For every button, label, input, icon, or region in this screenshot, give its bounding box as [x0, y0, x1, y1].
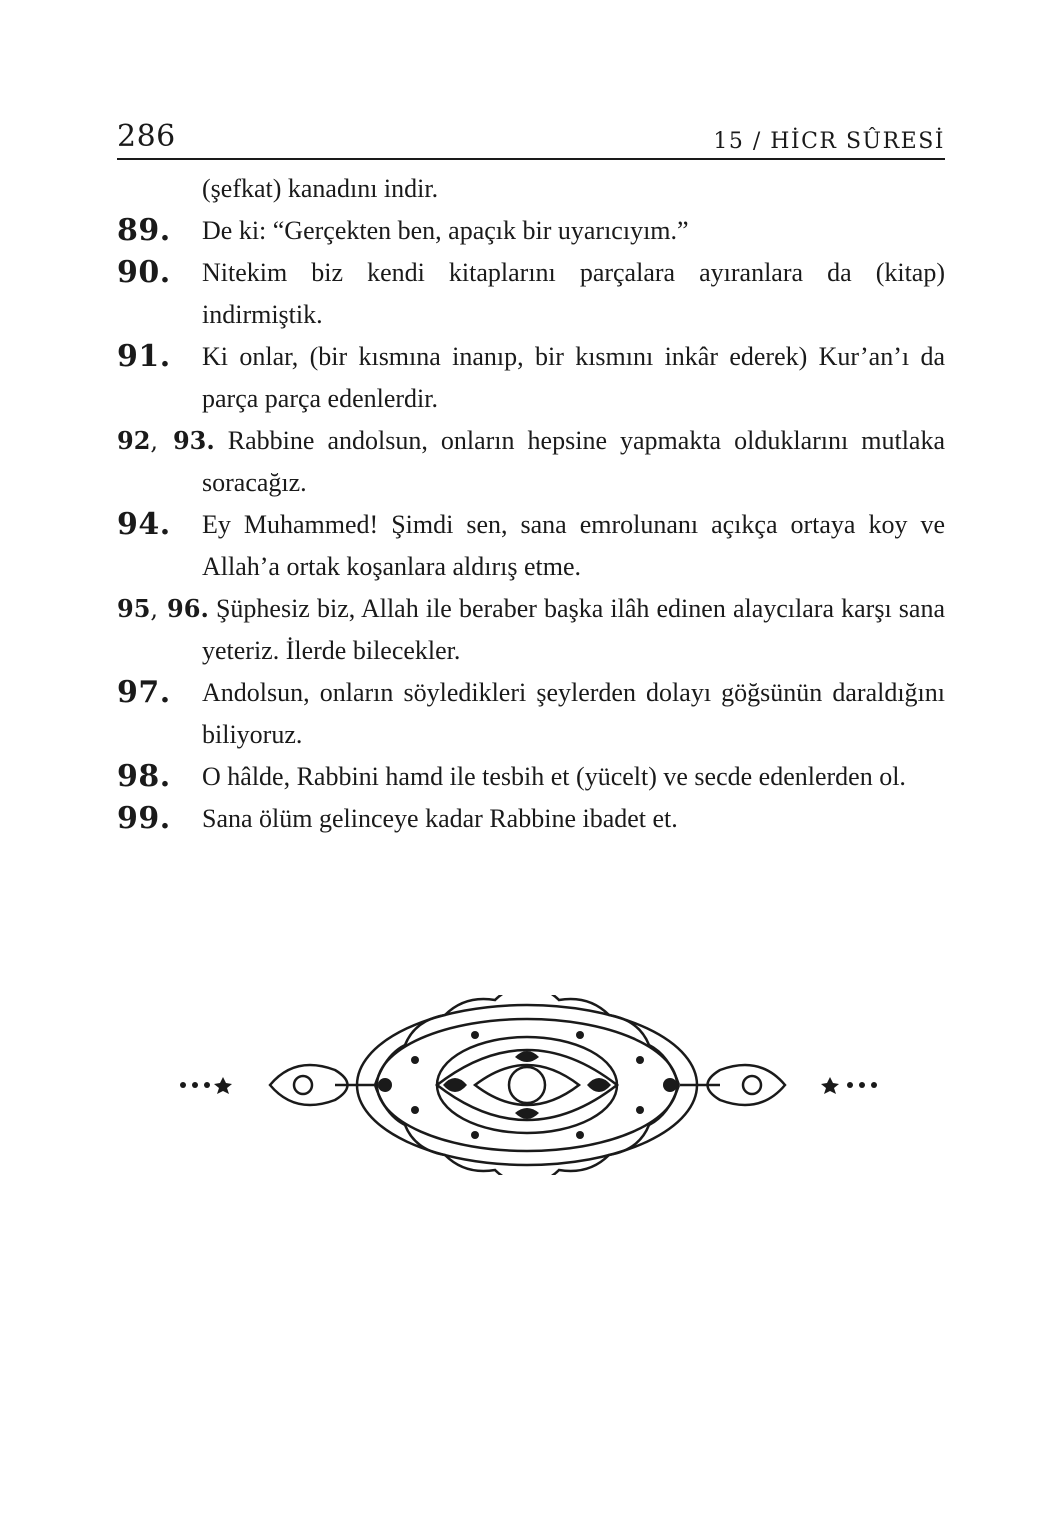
verse-94 — [117, 504, 945, 588]
verse-number-b: 96. — [167, 594, 209, 623]
verse-text: Rabbine andolsun, onların hepsine yapmakta olduklarını mutlaka soracağız. — [202, 426, 946, 497]
verse-number: 94. — [117, 507, 171, 542]
verse-number — [117, 426, 215, 455]
verse-text: Ey Muhammed! Şimdi sen, sana emrolunanı açıkça ortaya koy ve Allah’a ortak koşanlara aldırış etme. — [202, 510, 945, 581]
verse-text: De ki: “Gerçekten ben, apaçık bir uyarıcıyım.” — [202, 216, 689, 245]
verse-97 — [117, 672, 945, 756]
continued-text: (şefkat) kanadını indir. — [202, 174, 439, 203]
verse-list — [117, 168, 945, 840]
verse-number-separator: , — [150, 595, 159, 623]
verse-92-93 — [117, 420, 945, 504]
verse-text: Andolsun, onların söyledikleri şeylerden dolayı göğsünün daraldığını biliyoruz. — [202, 678, 945, 749]
verse-number: 98. — [117, 759, 171, 794]
verse-number: 89. — [117, 213, 171, 248]
verse-text: O hâlde, Rabbini hamd ile tesbih et (yücelt) ve secde edenlerden ol. — [202, 762, 906, 791]
verse-number-a: 92 — [117, 426, 151, 455]
verse-number-separator: , — [150, 427, 159, 455]
verse-number: 99. — [117, 801, 171, 836]
page-header — [117, 118, 945, 160]
verse-98 — [117, 756, 945, 798]
verse-text: Nitekim biz kendi kitaplarını parçalara ayıranlara da (kitap) indirmiştik. — [202, 258, 945, 329]
decorative-ornament — [175, 995, 880, 1175]
verse-90 — [117, 252, 945, 336]
verse-number: 91. — [117, 339, 171, 374]
verse-text: Ki onlar, (bir kısmına inanıp, bir kısmını inkâr ederek) Kur’an’ı da parça parça edenlerdir. — [202, 342, 945, 413]
verse-text: Sana ölüm gelinceye kadar Rabbine ibadet et. — [202, 804, 678, 833]
verse-number-a: 95 — [117, 594, 151, 623]
verse-99 — [117, 798, 945, 840]
verse-number: 90. — [117, 255, 171, 290]
running-head: 15 / HİCR SÛRESİ — [713, 129, 945, 154]
verse-95-96 — [117, 588, 945, 672]
verse-number: 97. — [117, 675, 171, 710]
verse-text: Şüphesiz biz, Allah ile beraber başka ilâh edinen alaycılara karşı sana yeteriz. İlerde bilecekler. — [202, 594, 946, 665]
verse-number — [117, 594, 209, 623]
verse-number-b: 93. — [172, 426, 215, 455]
verse-89 — [117, 210, 945, 252]
verse-91 — [117, 336, 945, 420]
page-number: 286 — [117, 119, 176, 154]
